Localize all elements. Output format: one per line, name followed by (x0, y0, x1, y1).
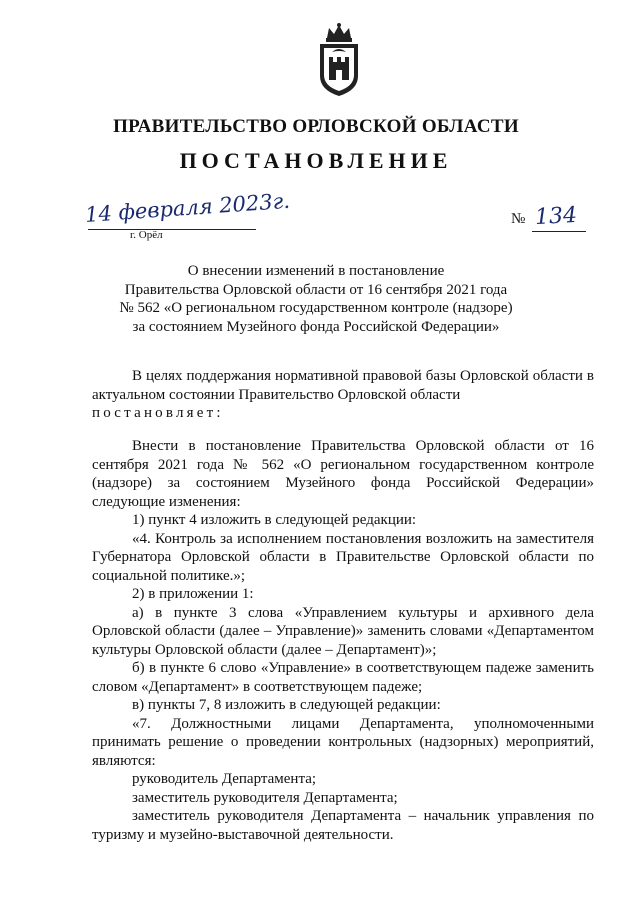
government-title: ПРАВИТЕЛЬСТВО ОРЛОВСКОЙ ОБЛАСТИ (113, 116, 519, 137)
preamble-block (92, 367, 594, 423)
item-2a: а) в пункте 3 слова «Управлением культуры и архивного дела Орловской области (далее – Управление)» заменить словами «Департаментом культуры Орловской области (далее – Департамент)»; (92, 604, 594, 658)
number-underline (532, 231, 586, 232)
intro-paragraph: Внести в постановление Правительства Орловской области от 16 сентября 2021 года № 562 «О региональном государственном контроле (надзоре) за состоянием Музейного фонда Российской Федерации» следующие изменения: (92, 438, 594, 510)
item-7: «7. Должностными лицами Департамента, уполномоченными принимать решение о проведении контрольных (надзорных) мероприятий, являются: (92, 715, 594, 769)
city: г. Орёл (130, 229, 163, 241)
subject-line: № 562 «О региональном государственном контроле (надзоре) (119, 300, 513, 316)
official-line: заместитель руководителя Департамента – начальник управления по туризму и музейно-выставочной деятельности. (92, 808, 594, 843)
coat-of-arms-icon (314, 22, 364, 98)
subject-line: О внесении изменений в постановление (187, 263, 445, 279)
subject-line: за состоянием Музейного фонда Российской Федерации» (132, 318, 500, 335)
official-line: руководитель Департамента; (132, 771, 317, 787)
document-subject (0, 262, 632, 336)
date-underline (88, 229, 256, 230)
decree-body (92, 437, 594, 844)
item-2b: б) в пункте 6 слово «Управление» в соответствующем падеже заменить словом «Департамент» в соответствующем падеже; (92, 660, 594, 695)
item-1: 1) пункт 4 изложить в следующей редакции: (132, 512, 417, 528)
item-2v: в) пункты 7, 8 изложить в следующей редакции: (132, 697, 441, 713)
item-1-text: «4. Контроль за исполнением постановления возложить на заместителя Губернатора Орловской области в Правительстве Орловской области по социальной политике.»; (92, 530, 594, 584)
decree-word: постановляет: (92, 405, 224, 421)
subject-line: Правительства Орловской области от 16 сентября 2021 года (124, 281, 508, 298)
official-line: заместитель руководителя Департамента; (132, 789, 398, 806)
preamble: В целях поддержания нормативной правовой базы Орловской области в актуальном состоянии Правительство Орловской области (92, 368, 594, 403)
item-2: 2) в приложении 1: (132, 586, 254, 602)
document-type: ПОСТАНОВЛЕНИЕ (179, 148, 453, 173)
document-date: 14 февраля 2023г. (84, 188, 291, 227)
number-sign: № (511, 211, 526, 227)
document-number: 134 (534, 202, 578, 231)
